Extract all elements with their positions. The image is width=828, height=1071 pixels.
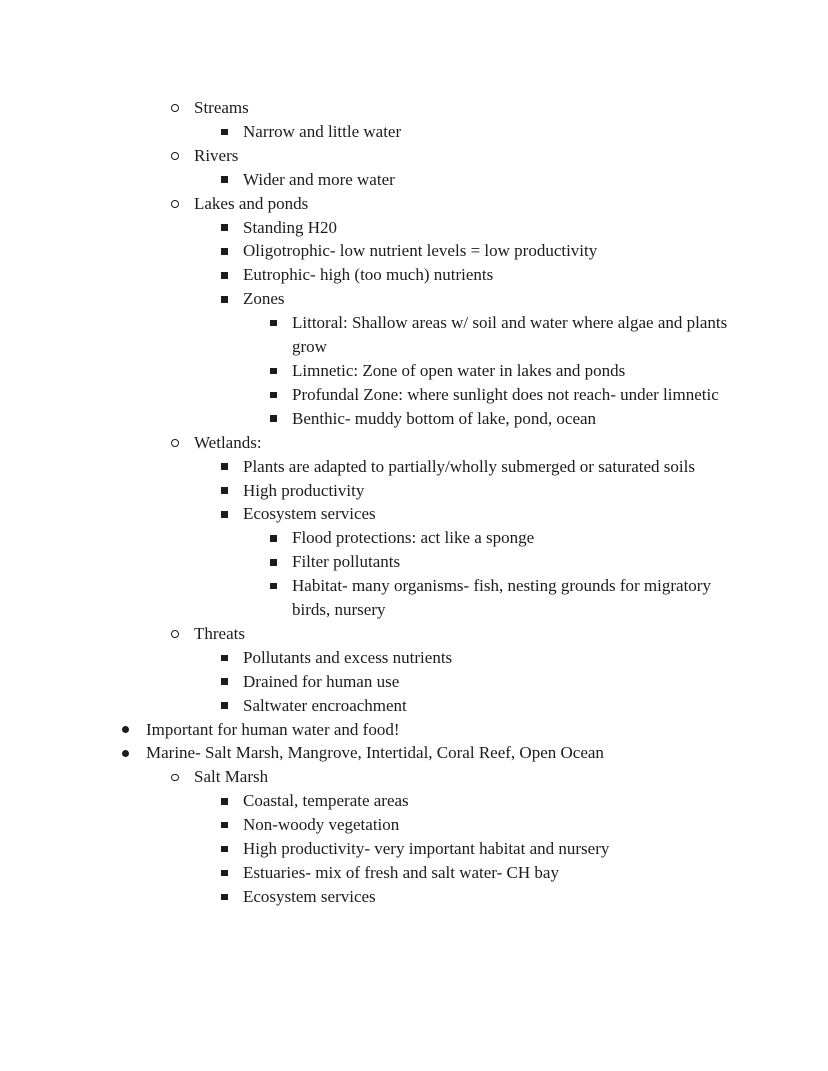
list-item xyxy=(0,694,828,718)
bullet-square-icon xyxy=(221,846,228,853)
bullet-square-icon xyxy=(270,583,277,590)
bullet-square-icon xyxy=(270,559,277,566)
list-item-text: Standing H20 xyxy=(243,217,337,237)
list-item xyxy=(0,646,828,670)
list-item xyxy=(0,765,828,789)
bullet-square-icon xyxy=(270,535,277,542)
bullet-square-icon xyxy=(221,224,228,231)
bullet-square-icon xyxy=(270,415,277,422)
list-item xyxy=(0,550,828,574)
bullet-square-icon xyxy=(221,176,228,183)
list-item xyxy=(0,526,828,550)
list-item-text: Profundal Zone: where sunlight does not reach- under limnetic xyxy=(292,384,719,404)
bullet-square-icon xyxy=(221,248,228,255)
list-item xyxy=(0,120,828,144)
list-item xyxy=(0,670,828,694)
list-item-text: Threats xyxy=(194,623,245,643)
list-item-text: Important for human water and food! xyxy=(146,719,400,739)
list-item xyxy=(0,885,828,909)
list-item xyxy=(0,718,828,742)
bullet-square-icon xyxy=(221,894,228,901)
list-item-text: Pollutants and excess nutrients xyxy=(243,647,453,667)
list-item-text: Rivers xyxy=(194,145,239,165)
bullet-circle-icon xyxy=(171,104,179,112)
list-item xyxy=(0,813,828,837)
list-item-text: Coastal, temperate areas xyxy=(243,791,409,811)
bullet-square-icon xyxy=(221,678,228,685)
list-item-text: Wider and more water xyxy=(243,169,395,189)
list-item-text: Wetlands: xyxy=(194,432,262,452)
list-item-text: Eutrophic- high (too much) nutrients xyxy=(243,265,494,285)
bullet-square-icon xyxy=(221,798,228,805)
list-item xyxy=(0,502,828,526)
list-item xyxy=(0,407,828,431)
list-item xyxy=(0,789,828,813)
list-item-text: Lakes and ponds xyxy=(194,193,309,213)
list-item-text: Benthic- muddy bottom of lake, pond, ocean xyxy=(292,408,597,428)
list-item xyxy=(0,96,828,120)
list-item xyxy=(0,741,828,765)
list-item xyxy=(0,574,828,622)
bullet-list xyxy=(0,96,828,909)
bullet-square-icon xyxy=(221,463,228,470)
list-item xyxy=(0,216,828,240)
list-item-text: Filter pollutants xyxy=(292,552,401,572)
list-item xyxy=(0,431,828,455)
list-item xyxy=(0,263,828,287)
list-item xyxy=(0,144,828,168)
bullet-square-icon xyxy=(221,511,228,518)
list-item-text: Marine- Salt Marsh, Mangrove, Intertidal, Coral Reef, Open Ocean xyxy=(146,743,604,763)
bullet-square-icon xyxy=(270,368,277,375)
list-item-text: Plants are adapted to partially/wholly submerged or saturated soils xyxy=(243,456,695,476)
list-item-text: Narrow and little water xyxy=(243,121,402,141)
list-item xyxy=(0,383,828,407)
list-item-text: Littoral: Shallow areas w/ soil and water where algae and plants grow xyxy=(292,313,728,357)
list-item-text: Non-woody vegetation xyxy=(243,815,400,835)
bullet-square-icon xyxy=(221,272,228,279)
list-item-text: Drained for human use xyxy=(243,671,400,691)
bullet-square-icon xyxy=(221,129,228,136)
list-item-text: Flood protections: act like a sponge xyxy=(292,528,535,548)
list-item-text: Salt Marsh xyxy=(194,767,269,787)
bullet-square-icon xyxy=(221,822,228,829)
list-item xyxy=(0,192,828,216)
list-item-text: Limnetic: Zone of open water in lakes and ponds xyxy=(292,360,626,380)
list-item xyxy=(0,168,828,192)
bullet-square-icon xyxy=(221,296,228,303)
bullet-square-icon xyxy=(221,655,228,662)
list-item-text: Estuaries- mix of fresh and salt water- CH bay xyxy=(243,863,559,882)
list-item-text: Saltwater encroachment xyxy=(243,695,407,715)
list-item-text: Oligotrophic- low nutrient levels = low productivity xyxy=(243,241,598,261)
bullet-square-icon xyxy=(221,702,228,709)
list-item-text: Zones xyxy=(243,289,285,309)
bullet-circle-icon xyxy=(171,152,179,160)
bullet-disc-icon xyxy=(122,750,129,757)
list-item xyxy=(0,311,828,359)
list-item xyxy=(0,837,828,861)
list-item-text: Habitat- many organisms- fish, nesting grounds for migratory birds, nursery xyxy=(292,576,711,620)
list-item-text: Ecosystem services xyxy=(243,886,376,906)
list-item xyxy=(0,239,828,263)
list-item-text: Ecosystem services xyxy=(243,504,376,524)
bullet-circle-icon xyxy=(171,630,179,638)
list-item-text: High productivity xyxy=(243,480,365,500)
list-item xyxy=(0,622,828,646)
bullet-circle-icon xyxy=(171,439,179,447)
list-item-text: Streams xyxy=(194,98,249,117)
bullet-square-icon xyxy=(221,870,228,877)
bullet-square-icon xyxy=(270,392,277,399)
bullet-disc-icon xyxy=(122,726,129,733)
list-item xyxy=(0,359,828,383)
list-item xyxy=(0,479,828,503)
list-item-text: High productivity- very important habitat and nursery xyxy=(243,839,610,859)
bullet-circle-icon xyxy=(171,200,179,208)
bullet-square-icon xyxy=(221,487,228,494)
list-item xyxy=(0,287,828,311)
list-item xyxy=(0,861,828,885)
bullet-square-icon xyxy=(270,320,277,327)
list-item xyxy=(0,455,828,479)
bullet-circle-icon xyxy=(171,774,179,782)
